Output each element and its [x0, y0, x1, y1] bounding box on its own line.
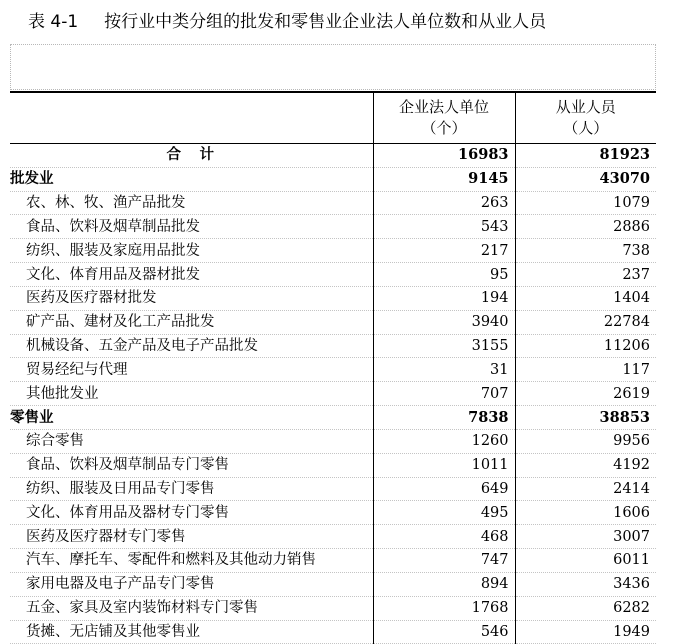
- employees-cell: 1404: [515, 286, 656, 310]
- table-title: [28, 6, 546, 38]
- industry-name-cell: 矿产品、建材及化工产品批发: [10, 310, 373, 334]
- legal-units-cell: 194: [373, 286, 515, 310]
- header-employees-unit: （人）: [563, 119, 609, 137]
- table-row: [10, 263, 656, 287]
- employees-cell: 22784: [515, 310, 656, 334]
- table-row: [10, 549, 656, 573]
- employees-cell: 4192: [515, 453, 656, 477]
- employees-cell: 2619: [515, 382, 656, 406]
- legal-units-cell: 263: [373, 191, 515, 215]
- employees-cell: 2886: [515, 215, 656, 239]
- table-row: [10, 406, 656, 430]
- statistics-table: [10, 91, 656, 644]
- industry-name-cell: 纺织、服装及日用品专门零售: [10, 477, 373, 501]
- industry-name-cell: 医药及医疗器材批发: [10, 286, 373, 310]
- table-row: [10, 239, 656, 263]
- legal-units-cell: 543: [373, 215, 515, 239]
- header-legal-units-unit: （个）: [421, 119, 467, 137]
- legal-units-cell: 1260: [373, 429, 515, 453]
- industry-name-cell: 贸易经纪与代理: [10, 358, 373, 382]
- legal-units-cell: 7838: [373, 406, 515, 430]
- employees-cell: 6282: [515, 596, 656, 620]
- table-header-row: [10, 92, 656, 144]
- legal-units-cell: 3940: [373, 310, 515, 334]
- employees-cell: 1079: [515, 191, 656, 215]
- industry-name-cell: 纺织、服装及家庭用品批发: [10, 239, 373, 263]
- employees-cell: 81923: [515, 144, 656, 168]
- employees-cell: 1606: [515, 501, 656, 525]
- table-row: [10, 525, 656, 549]
- legal-units-cell: 649: [373, 477, 515, 501]
- blank-header-area: [10, 44, 656, 90]
- table-title-text: 按行业中类分组的批发和零售业企业法人单位数和从业人员: [104, 12, 547, 32]
- legal-units-cell: 217: [373, 239, 515, 263]
- table-row: [10, 429, 656, 453]
- table-row: [10, 310, 656, 334]
- legal-units-cell: 1768: [373, 596, 515, 620]
- employees-cell: 38853: [515, 406, 656, 430]
- employees-cell: 117: [515, 358, 656, 382]
- employees-cell: 3436: [515, 572, 656, 596]
- employees-cell: 738: [515, 239, 656, 263]
- industry-name-cell: 货摊、无店铺及其他零售业: [10, 620, 373, 644]
- employees-cell: 1949: [515, 620, 656, 644]
- table-row: [10, 596, 656, 620]
- employees-cell: 2414: [515, 477, 656, 501]
- employees-cell: 3007: [515, 525, 656, 549]
- employees-cell: 9956: [515, 429, 656, 453]
- legal-units-cell: 747: [373, 549, 515, 573]
- employees-cell: 11206: [515, 334, 656, 358]
- legal-units-cell: 707: [373, 382, 515, 406]
- table-row: [10, 358, 656, 382]
- table-row: [10, 191, 656, 215]
- table-row: [10, 477, 656, 501]
- industry-name-cell: 医药及医疗器材专门零售: [10, 525, 373, 549]
- table-row: [10, 501, 656, 525]
- industry-name-cell: 食品、饮料及烟草制品批发: [10, 215, 373, 239]
- table-row: [10, 286, 656, 310]
- industry-name-cell: 合 计: [10, 144, 373, 168]
- table-row: [10, 453, 656, 477]
- industry-name-cell: 农、林、牧、渔产品批发: [10, 191, 373, 215]
- legal-units-cell: 95: [373, 263, 515, 287]
- industry-name-cell: 家用电器及电子产品专门零售: [10, 572, 373, 596]
- industry-name-cell: 机械设备、五金产品及电子产品批发: [10, 334, 373, 358]
- legal-units-cell: 468: [373, 525, 515, 549]
- industry-name-cell: 食品、饮料及烟草制品专门零售: [10, 453, 373, 477]
- industry-name-cell: 批发业: [10, 167, 373, 191]
- table-row: [10, 572, 656, 596]
- header-legal-units: [373, 92, 515, 144]
- legal-units-cell: 3155: [373, 334, 515, 358]
- table-number: 表 4-1: [28, 12, 79, 32]
- table-row: [10, 144, 656, 168]
- legal-units-cell: 1011: [373, 453, 515, 477]
- legal-units-cell: 16983: [373, 144, 515, 168]
- legal-units-cell: 31: [373, 358, 515, 382]
- legal-units-cell: 495: [373, 501, 515, 525]
- industry-name-cell: 五金、家具及室内装饰材料专门零售: [10, 596, 373, 620]
- table-body: [10, 144, 656, 644]
- industry-name-cell: 文化、体育用品及器材批发: [10, 263, 373, 287]
- table-row: [10, 215, 656, 239]
- header-legal-units-label: 企业法人单位: [398, 98, 489, 116]
- header-employees: [515, 92, 656, 144]
- legal-units-cell: 9145: [373, 167, 515, 191]
- industry-name-cell: 文化、体育用品及器材专门零售: [10, 501, 373, 525]
- header-employees-label: 从业人员: [555, 98, 616, 116]
- employees-cell: 237: [515, 263, 656, 287]
- employees-cell: 6011: [515, 549, 656, 573]
- industry-name-cell: 其他批发业: [10, 382, 373, 406]
- legal-units-cell: 894: [373, 572, 515, 596]
- industry-name-cell: 综合零售: [10, 429, 373, 453]
- table-row: [10, 334, 656, 358]
- header-industry: [10, 92, 373, 144]
- table-row: [10, 167, 656, 191]
- legal-units-cell: 546: [373, 620, 515, 644]
- industry-name-cell: 零售业: [10, 406, 373, 430]
- employees-cell: 43070: [515, 167, 656, 191]
- table-row: [10, 382, 656, 406]
- industry-name-cell: 汽车、摩托车、零配件和燃料及其他动力销售: [10, 549, 373, 573]
